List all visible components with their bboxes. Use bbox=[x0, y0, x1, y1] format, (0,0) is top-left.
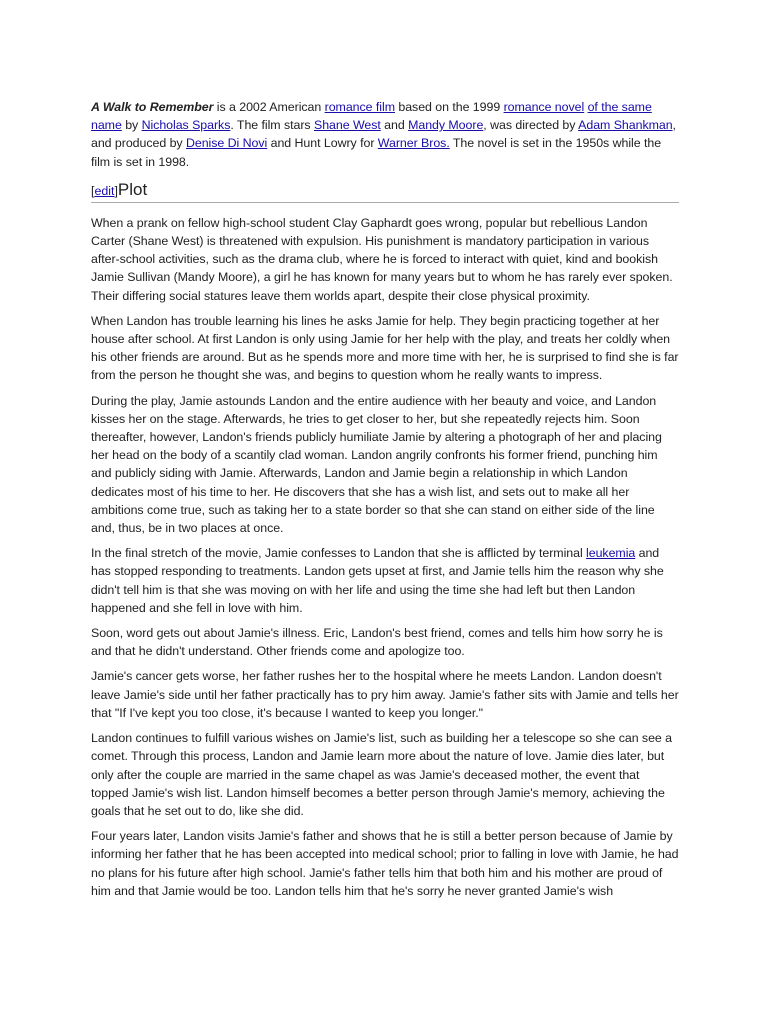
intro-text: and Hunt Lowry for bbox=[267, 136, 378, 151]
intro-text: and bbox=[380, 118, 409, 133]
link-denise-di-novi[interactable]: Denise Di Novi bbox=[185, 136, 268, 151]
intro-text: by bbox=[121, 118, 142, 133]
link-of-the-same-name[interactable]: of the same name bbox=[91, 100, 652, 133]
edit-section-link[interactable]: edit bbox=[94, 183, 115, 198]
intro-text: , and produced by bbox=[91, 118, 676, 151]
intro-text: , was directed by bbox=[483, 118, 579, 133]
section-heading-plot bbox=[91, 180, 679, 203]
intro-text: The novel is set in the 1950s while the film is set in 1998. bbox=[91, 136, 662, 169]
plot-paragraph: Jamie's cancer gets worse, her father rushes her to the hospital where he meets Landon. Landon doesn't leave Jamie's side until her father practically has to pry him away. Jamie's father sits with Jamie and tells her that "If I've kept you too close, it's because I wanted to keep you longer." bbox=[91, 669, 679, 720]
plot-paragraph: When a prank on fellow high-school student Clay Gaphardt goes wrong, popular but rebellious Landon Carter (Shane West) is threatened with expulsion. His punishment is mandatory participation in various after-school activities, such as the drama club, where he is forced to interact with quiet, kind and bookish Jamie Sullivan (Mandy Moore), a girl he has known for many years but to whom he has rarely ever spoken. Their differing social statures leave them worlds apart, despite their close physical proximity. bbox=[91, 215, 673, 303]
link-romance-novel[interactable]: romance novel bbox=[503, 100, 585, 114]
link-romance-film[interactable]: romance film bbox=[324, 100, 395, 114]
plot-paragraph: Landon continues to fulfill various wishes on Jamie's list, such as building her a telescope so she can see a comet. Through this process, Landon and Jamie learn more about the nature of love. Jamie dies later, but only after the couple are married in the same chapel as was Jamie's deceased mother, the event that topped Jamie's wish list. Landon himself becomes a better person through Jamie's memory, achieving the goals that he set out to do, like she did. bbox=[91, 731, 672, 818]
link-nicholas-sparks[interactable]: Nicholas Sparks bbox=[141, 118, 231, 133]
intro-paragraph bbox=[91, 98, 679, 171]
link-adam-shankman[interactable]: Adam Shankman bbox=[578, 118, 673, 133]
section-title: Plot bbox=[117, 179, 148, 199]
intro-text: . The film stars bbox=[230, 118, 314, 133]
link-warner-bros[interactable]: Warner Bros. bbox=[377, 136, 450, 151]
plot-paragraph: During the play, Jamie astounds Landon and the entire audience with her beauty and voice, and Landon kisses her on the stage. Afterwards, he tries to get closer to her, but she repeatedly rejects him. Soon thereafter, however, Landon's friends publicly humiliate Jamie by altering a photograph of her and placing her head on the body of a scantily clad woman. Landon angrily confronts his former friend, punching him and publicly siding with Jamie. Afterwards, Landon and Jamie begin a relationship in which Landon dedicates most of his time to her. He discovers that she has a wish list, and sets out to make all her ambitions come true, such as taking her to a state border so that she can stand on either side of the line and, thus, be in two places at once. bbox=[91, 393, 662, 536]
article-body bbox=[91, 98, 679, 907]
intro-text: is a 2002 American bbox=[213, 100, 325, 114]
link-leukemia[interactable]: leukemia bbox=[586, 546, 636, 561]
plot-text: and has stopped responding to treatments. Landon gets upset at first, and Jamie tells him the reason why she didn't tell him is that she was moving on with her life and using the time she had left but then Landon happened and she fell in love with him. bbox=[91, 546, 664, 615]
plot-paragraph bbox=[91, 544, 679, 617]
link-mandy-moore[interactable]: Mandy Moore bbox=[408, 118, 484, 133]
edit-bracket-open: [ bbox=[91, 183, 95, 198]
link-shane-west[interactable]: Shane West bbox=[313, 118, 381, 133]
article-title: A Walk to Remember bbox=[91, 100, 214, 114]
edit-bracket-close: ] bbox=[114, 183, 118, 198]
plot-text: In the final stretch of the movie, Jamie confesses to Landon that she is afflicted by terminal bbox=[91, 546, 587, 561]
intro-text: based on the 1999 bbox=[394, 100, 504, 114]
plot-paragraph: Soon, word gets out about Jamie's illness. Eric, Landon's best friend, comes and tells him how sorry he is and that he didn't understand. Other friends come and apologize too. bbox=[91, 626, 663, 659]
plot-paragraph: Four years later, Landon visits Jamie's father and shows that he is still a better person because of Jamie by informing her father that he has been accepted into medical school; prior to falling in love with Jamie, he had no plans for his future after high school. Jamie's father tells him that both him and his mother are proud of him and that Jamie would be too. Landon tells him that he's sorry he never granted Jamie's wish bbox=[91, 829, 679, 898]
plot-paragraph: When Landon has trouble learning his lines he asks Jamie for help. They begin practicing together at her house after school. At first Landon is only using Jamie for her help with the play, and treats her coldly when his other friends are around. But as he spends more and more time with her, he is surprised to find she is far from the person he thought she was, and begins to question whom he really wants to impress. bbox=[91, 313, 679, 383]
